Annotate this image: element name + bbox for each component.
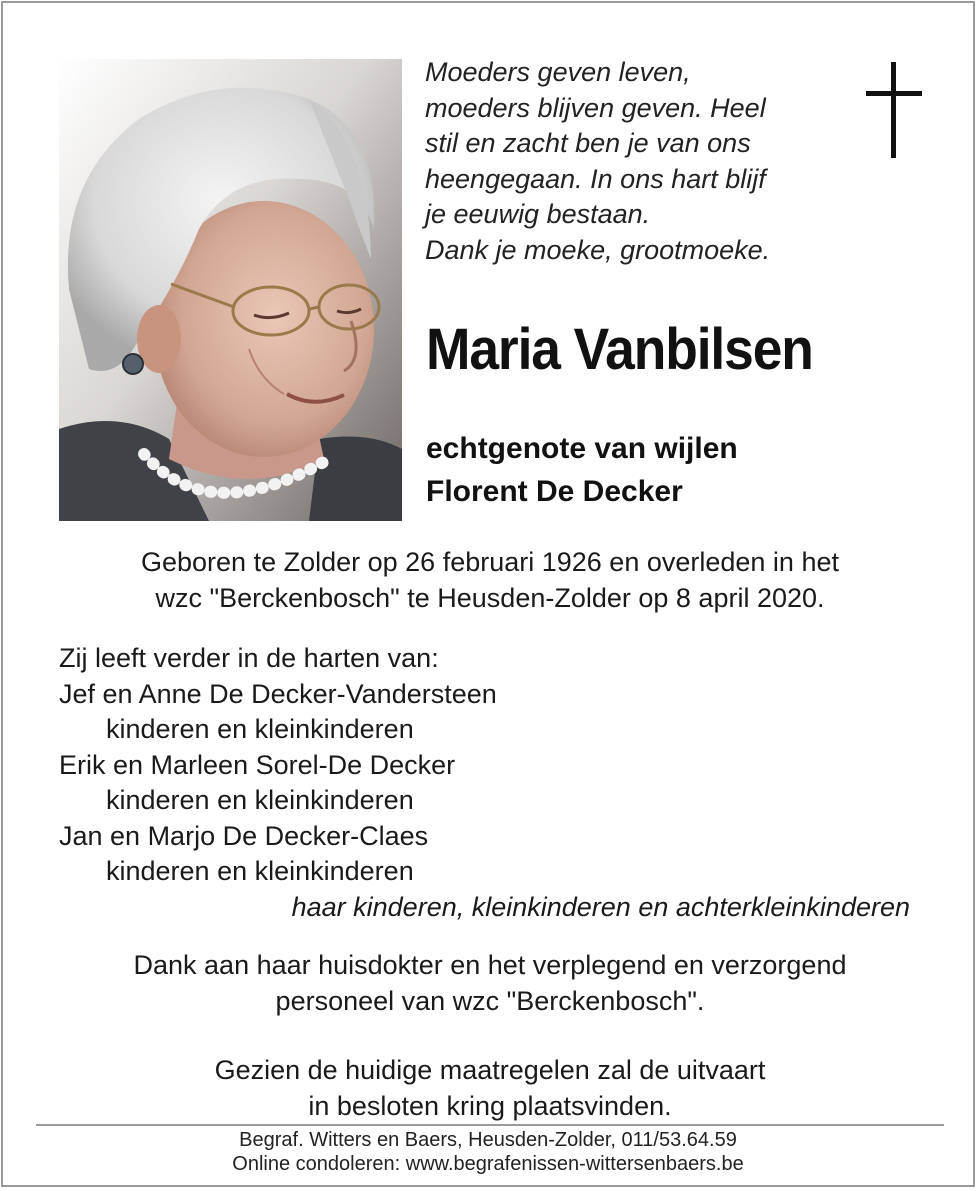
poem-line: Moeders geven leven, bbox=[425, 57, 691, 87]
undertaker-info: Begraf. Witters en Baers, Heusden-Zolder, 011/53.64.59 bbox=[239, 1129, 737, 1151]
family-member-sub: kinderen en kleinkinderen bbox=[106, 714, 414, 744]
footer bbox=[0, 1128, 976, 1176]
spouse-info bbox=[426, 427, 738, 513]
family-member-name: Jef en Anne De Decker-Vandersteen bbox=[59, 678, 497, 709]
birth-death-text bbox=[30, 545, 950, 616]
funeral-note-line: in besloten kring plaatsvinden. bbox=[308, 1090, 672, 1121]
poem-line: je eeuwig bestaan. bbox=[425, 199, 651, 229]
family-member-sub: kinderen en kleinkinderen bbox=[106, 785, 414, 815]
spouse-line: echtgenote van wijlen bbox=[426, 432, 738, 465]
family-member-sub: kinderen en kleinkinderen bbox=[106, 856, 414, 886]
cross-icon bbox=[866, 62, 922, 158]
family-intro: Zij leeft verder in de harten van: bbox=[59, 643, 439, 673]
thanks-line: personeel van wzc "Berckenbosch". bbox=[275, 985, 705, 1016]
poem-line: heengegaan. In ons hart blijf bbox=[425, 163, 766, 194]
online-condolence: Online condoleren: www.begrafenissen-wittersenbaers.be bbox=[232, 1153, 744, 1175]
family-member-name: Jan en Marjo De Decker-Claes bbox=[59, 820, 429, 851]
funeral-note bbox=[30, 1053, 950, 1124]
portrait-photo bbox=[59, 59, 402, 521]
family-closing: haar kinderen, kleinkinderen en achterkleinkinderen bbox=[291, 891, 910, 922]
footer-divider bbox=[36, 1124, 944, 1126]
family-member-name: Erik en Marleen Sorel-De Decker bbox=[59, 749, 456, 780]
birth-death-line: Geboren te Zolder op 26 februari 1926 en overleden in het bbox=[141, 547, 839, 577]
poem-line: Dank je moeke, grootmoeke. bbox=[425, 234, 771, 265]
deceased-name: Maria Vanbilsen bbox=[426, 317, 813, 382]
spouse-name: Florent De Decker bbox=[426, 475, 683, 508]
poem-line: stil en zacht ben je van ons bbox=[425, 128, 751, 158]
family-list bbox=[59, 641, 939, 925]
poem-line: moeders blijven geven. Heel bbox=[425, 92, 766, 123]
funeral-note-line: Gezien de huidige maatregelen zal de uitvaart bbox=[214, 1055, 766, 1085]
birth-death-line: wzc "Berckenbosch" te Heusden-Zolder op 8 april 2020. bbox=[155, 582, 825, 613]
thanks-text bbox=[30, 948, 950, 1019]
poem bbox=[425, 55, 845, 268]
thanks-line: Dank aan haar huisdokter en het verplegend en verzorgend bbox=[133, 950, 847, 980]
